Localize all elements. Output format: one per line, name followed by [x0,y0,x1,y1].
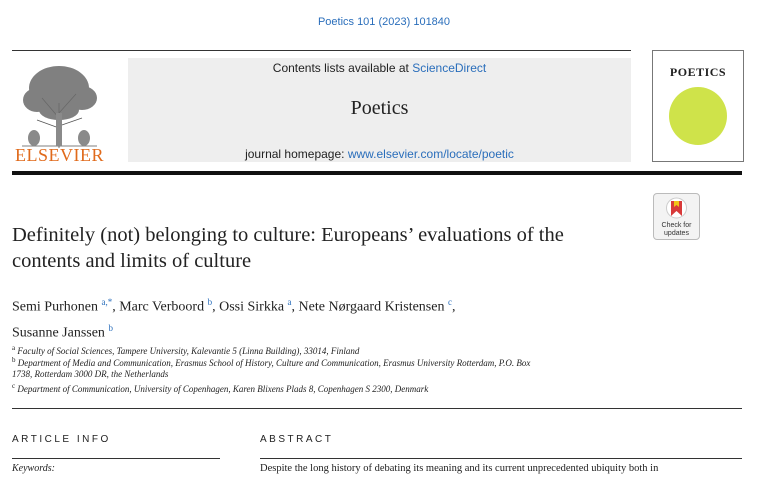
abstract-text: Despite the long history of debating its meaning and its current unprecedented ubiquity both in [260,463,659,474]
keywords-label: Keywords: [12,463,55,474]
author-separator: , [212,299,220,315]
affiliation-mark: a [12,344,16,352]
author-list [12,292,652,343]
author-separator: , [112,299,120,315]
author-affiliation-mark[interactable]: c [447,297,452,307]
affiliation-b [12,356,742,368]
article-info-heading: ARTICLE INFO [12,434,111,445]
sciencedirect-link[interactable]: ScienceDirect [412,61,487,75]
affiliation-b-continued [12,369,742,379]
author-name[interactable]: Nete Nørgaard Kristensen [298,299,445,315]
homepage-link[interactable]: www.elsevier.com/locate/poetic [347,147,514,161]
publisher-name: ELSEVIER [15,145,104,165]
author-name[interactable]: Ossi Sirkka [219,299,285,315]
journal-title: Poetics [350,97,409,119]
article-info-divider [12,458,220,459]
author-affiliation-mark[interactable]: b [207,297,213,307]
author-affiliation-mark[interactable]: a,* [101,297,113,307]
affiliation-text: Department of Communication, University of Copenhagen, Karen Blixens Plads 8, Copenhagen S 2300, Denmark [17,384,429,394]
author-name[interactable]: Marc Verboord [119,299,205,315]
header-divider [12,171,742,175]
affiliation-text: Faculty of Social Sciences, Tampere University, Kalevantie 5 (Linna Building), 33014, Finland [17,346,360,356]
affiliation-mark: c [12,382,16,390]
section-divider [12,408,742,409]
journal-cover-thumbnail[interactable] [652,50,744,162]
journal-reference-link[interactable]: Poetics 101 (2023) 101840 [317,16,451,28]
affiliation-c [12,382,742,394]
contents-available-line [128,61,631,75]
homepage-prefix: journal homepage: [245,147,348,161]
check-for-updates-label: Check for updates [661,222,692,237]
cover-graphic [669,87,727,145]
abstract-heading: ABSTRACT [260,434,334,445]
author-name[interactable]: Susanne Janssen [12,325,105,341]
author-name[interactable]: Semi Purhonen [12,299,98,315]
affiliation-mark: b [12,356,16,364]
abstract-divider [260,458,742,459]
article-title: Definitely (not) belonging to culture: Europeans’ evaluations of the contents and limits of culture [12,224,564,272]
affiliation-text: Department of Media and Communication, Erasmus School of History, Culture and Communication, Erasmus University Rotterdam, P.O. Box [17,358,531,368]
cover-title: POETICS [669,65,727,79]
journal-homepage-line [128,147,631,161]
check-for-updates-button[interactable] [653,193,700,240]
author-affiliation-mark[interactable]: a [287,297,292,307]
author-separator: , [291,299,299,315]
top-divider [12,50,631,51]
contents-prefix: Contents lists available at [272,61,413,75]
affiliation-text: 1738, Rotterdam 3000 DR, the Netherlands [12,369,169,379]
affiliation-a [12,344,742,356]
bookmark-icon [654,194,699,222]
author-separator: , [451,299,456,315]
author-affiliation-mark[interactable]: b [108,322,113,333]
